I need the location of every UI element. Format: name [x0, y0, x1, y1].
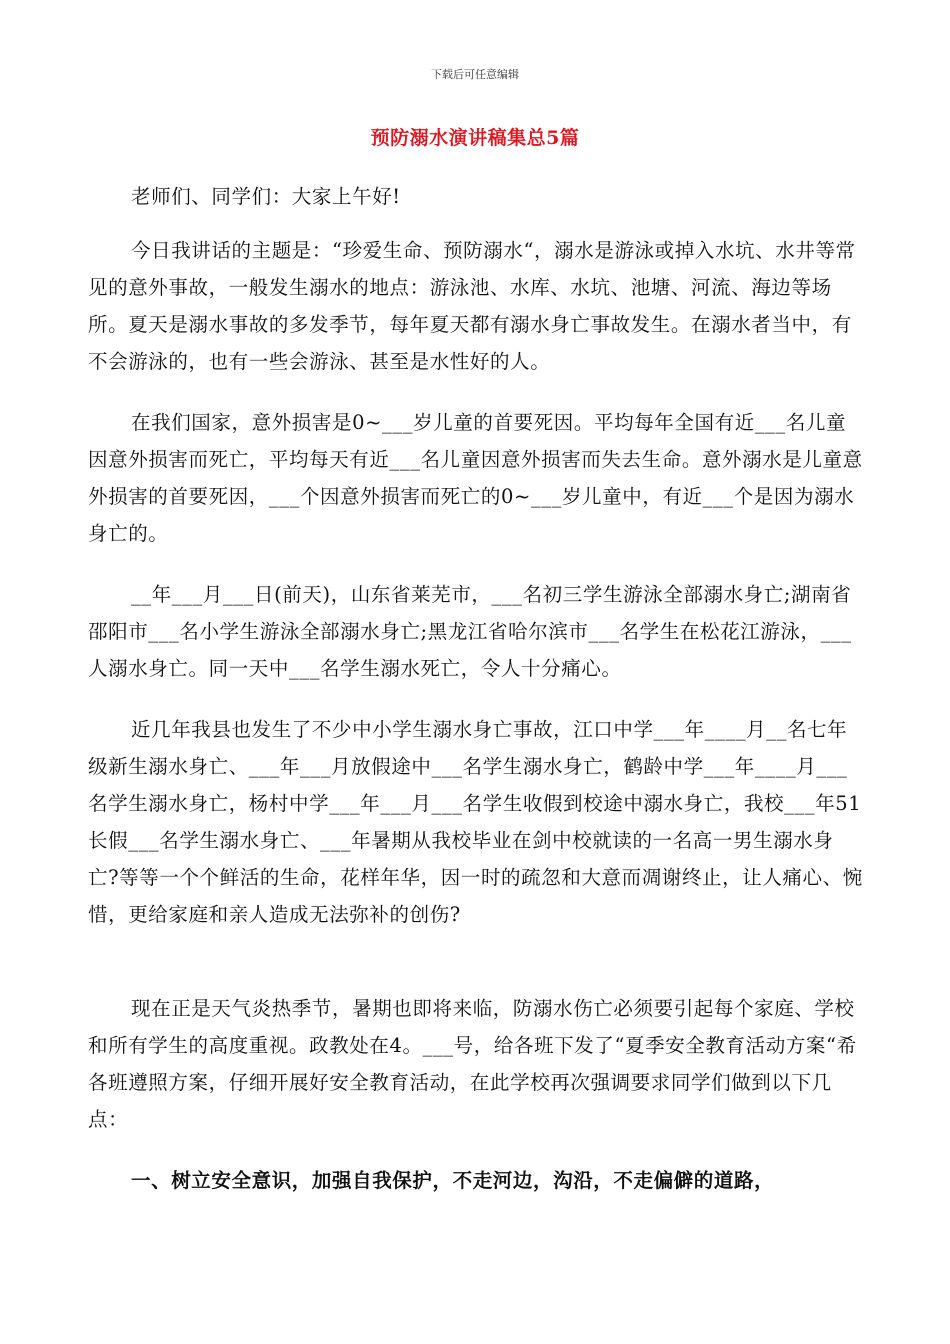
paragraph-5: [88, 990, 863, 1138]
section-heading-text: 一、树立安全意识，加强自我保护，不走河边，沟沿，不走偏僻的道路，: [131, 1169, 775, 1192]
paragraph-4: [88, 711, 863, 933]
paragraph-2: [88, 404, 863, 552]
paragraph-text: __年___月___日(前天)，山东省莱芜市，___名初三学生游泳全部溺水身亡;湖南省邵阳市___名小学生游泳全部溺水身亡;黑龙江省哈尔滨市___名学生在松花江游泳，___人溺水身亡。同一天中___名学生溺水死亡，令人十分痛心。: [88, 583, 852, 680]
document-title: 预防溺水演讲稿集总5篇: [370, 127, 580, 149]
greeting-paragraph: [88, 178, 863, 215]
paragraph-text: 今日我讲话的主题是：“珍爱生命、预防溺水“，溺水是游泳或掉入水坑、水井等常见的意外事故，一般发生溺水的地点：游泳池、水库、水坑、池塘、河流、海边等场所。夏天是溺水事故的多发季节，每年夏天都有溺水身亡事故发生。在溺水者当中，有不会游泳的，也有一些会游泳、甚至是水性好的人。: [88, 239, 856, 373]
paragraph-3: [88, 576, 863, 687]
paragraph-text: 近几年我县也发生了不少中小学生溺水身亡事故，江口中学___年____月__名七年级新生溺水身亡、___年___月放假途中___名学生溺水身亡，鹤龄中学___年____月___名学生溺水身亡，杨村中学___年___月___名学生收假到校途中溺水身亡，我校___年51长假___名学生溺水身亡、___年暑期从我校毕业在剑中校就读的一名高一男生溺水身亡?等等一个个鲜活的生命，花样年华，因一时的疏忽和大意而凋谢终止，让人痛心、惋惜，更给家庭和亲人造成无法弥补的创伤?: [88, 718, 863, 926]
paragraph-text: 现在正是天气炎热季节，暑期也即将来临，防溺水伤亡必须要引起每个家庭、学校和所有学生的高度重视。政教处在4。___号，给各班下发了“夏季安全教育活动方案“希各班遵照方案，仔细开展好安全教育活动，在此学校再次强调要求同学们做到以下几点：: [88, 997, 857, 1131]
download-note: 下载后可任意编辑: [431, 68, 519, 81]
greeting-text: 老师们、同学们：大家上午好!: [131, 185, 401, 208]
paragraph-1: [88, 232, 863, 380]
paragraph-text: 在我们国家，意外损害是0~___岁儿童的首要死因。平均每年全国有近___名儿童因意外损害而死亡，平均每天有近___名儿童因意外损害而失去生命。意外溺水是儿童意外损害的首要死因，___个因意外损害而死亡的0~___岁儿童中，有近___个是因为溺水身亡的。: [88, 411, 863, 545]
section-heading-1: [88, 1162, 863, 1199]
